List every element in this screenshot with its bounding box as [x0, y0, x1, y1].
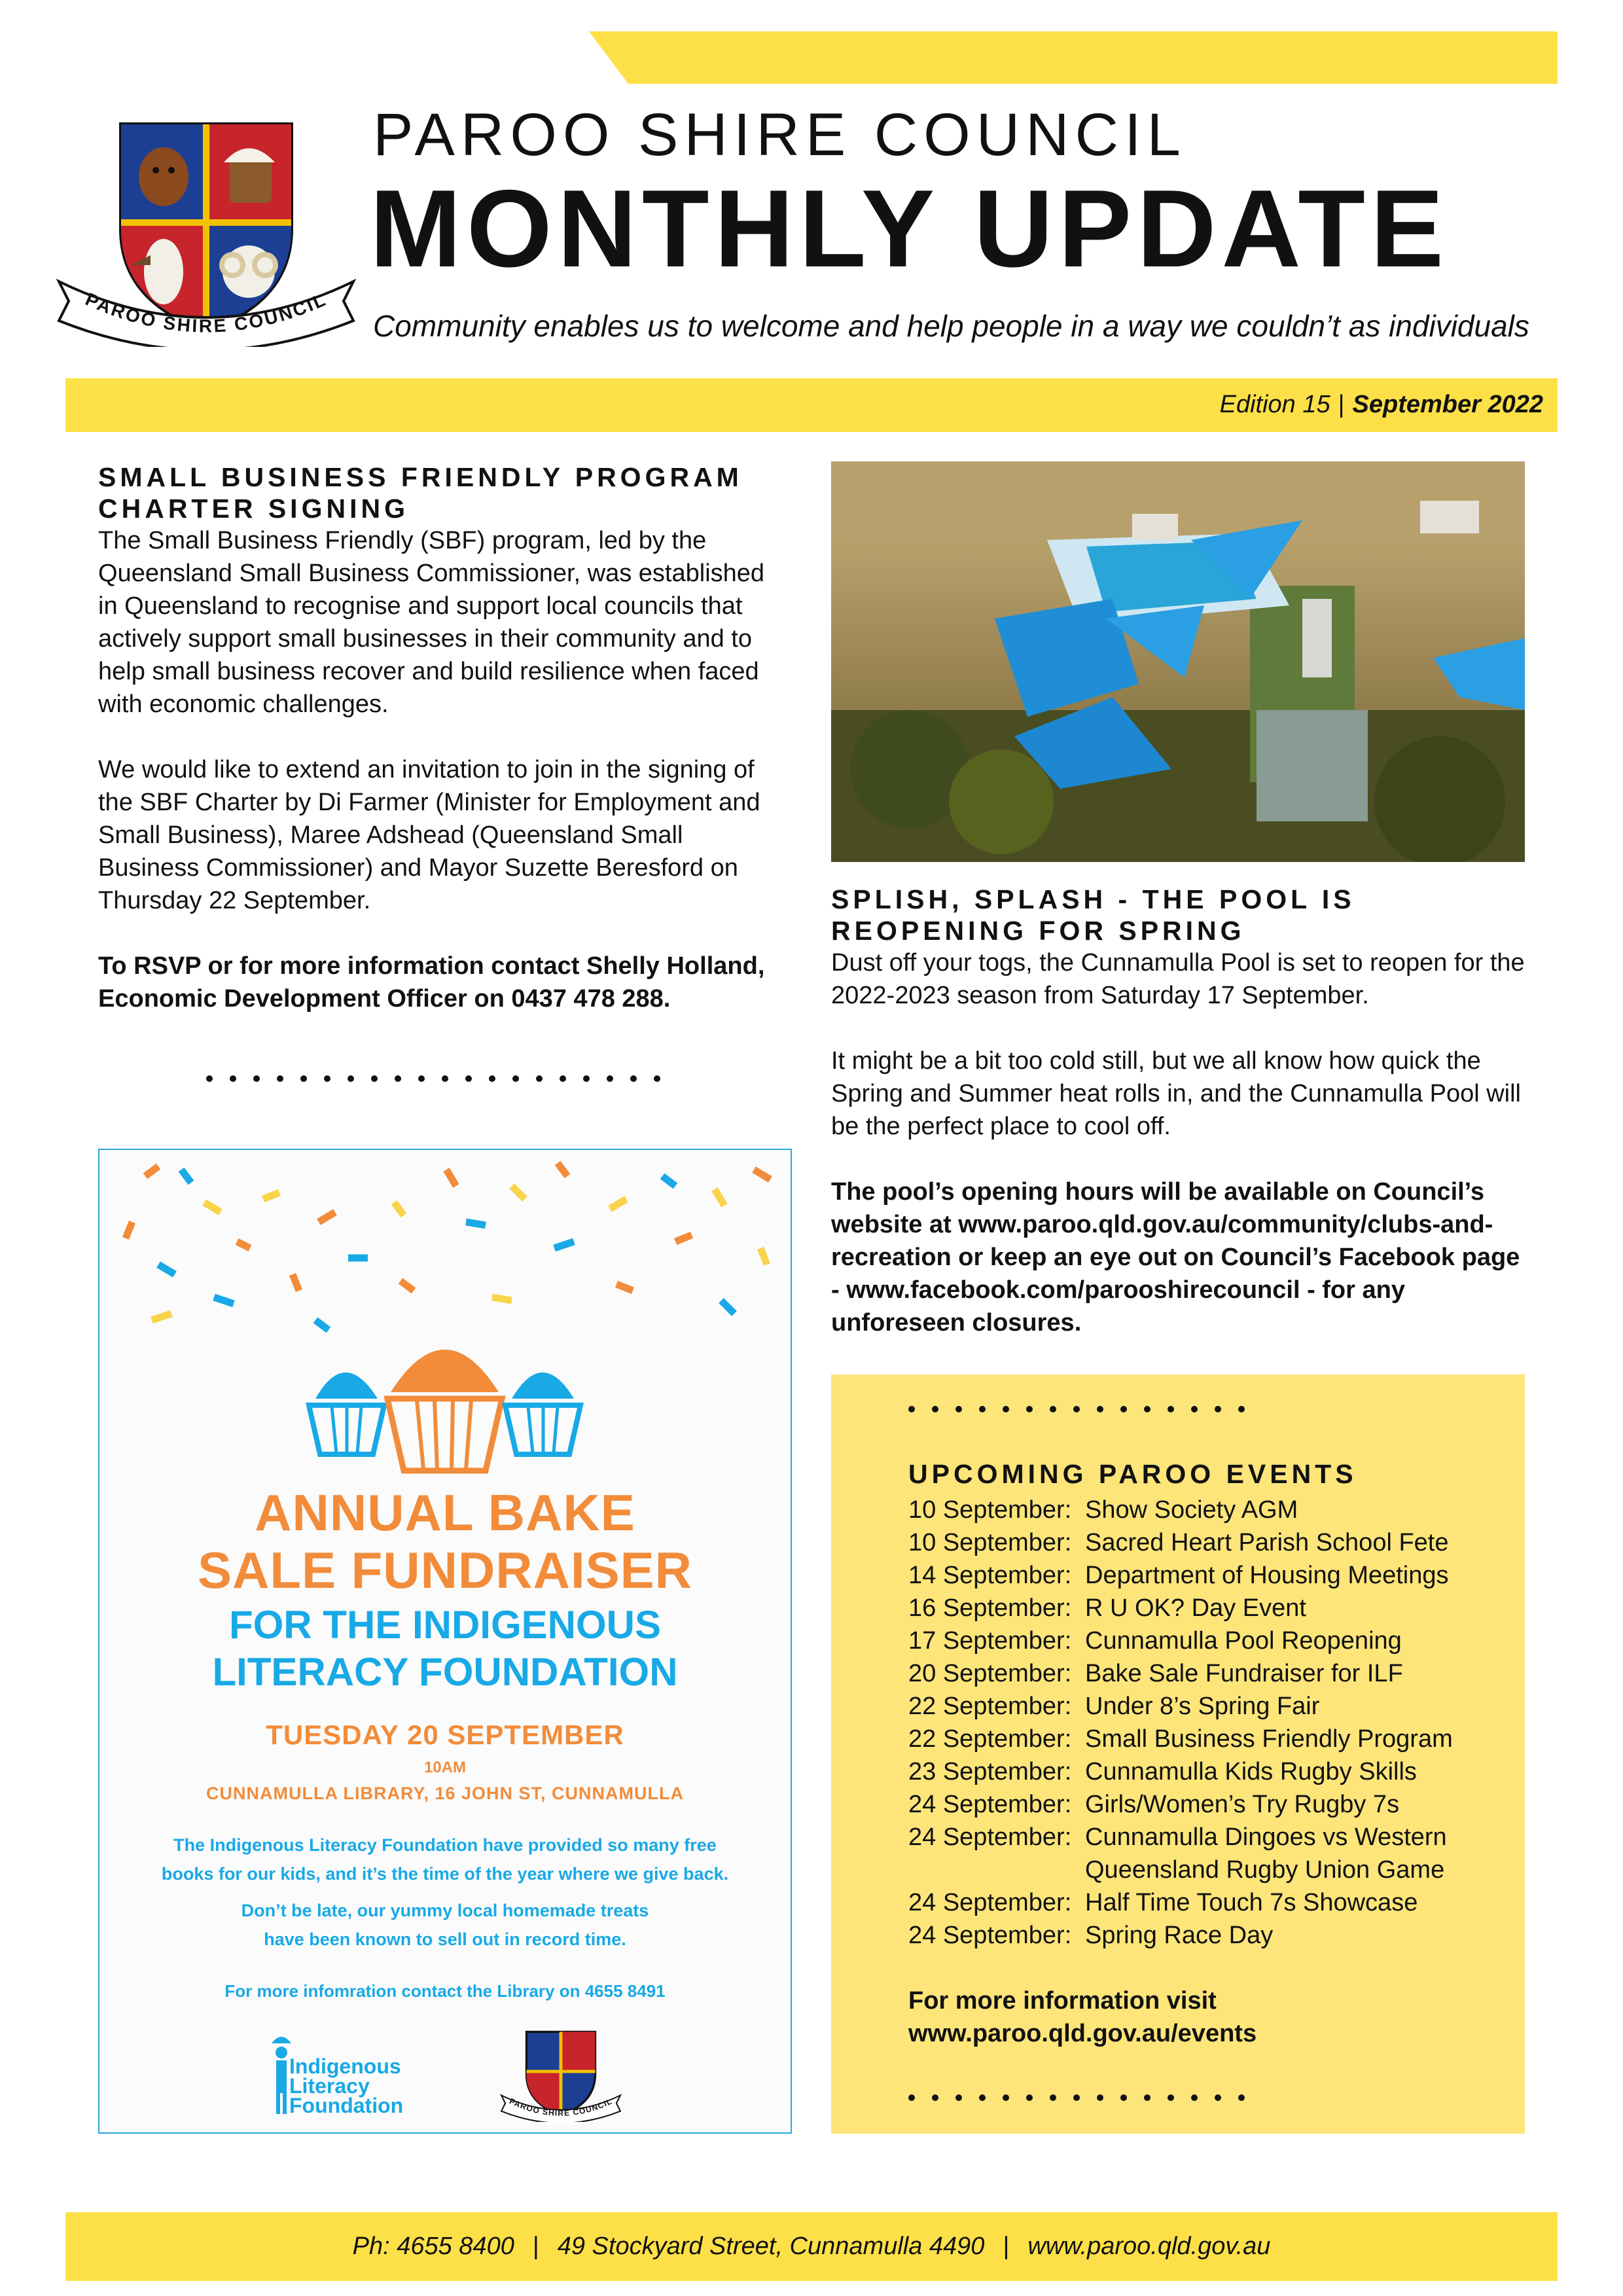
divider-dot: [1120, 2094, 1127, 2101]
footer-address: 49 Stockyard Street, Cunnamulla 4490: [557, 2233, 985, 2260]
event-name: Under 8’s Spring Fair: [1085, 1693, 1320, 1720]
divider-dot: [932, 2094, 938, 2101]
divider-dot: [324, 1075, 330, 1082]
event-item: [908, 1526, 1453, 1559]
event-date: 22 September:: [908, 1693, 1072, 1720]
events-heading: UPCOMING PAROO EVENTS: [908, 1459, 1357, 1489]
divider-dot: [1238, 2094, 1245, 2101]
event-name: Girls/Women’s Try Rugby 7s: [1085, 1791, 1400, 1818]
edition-info: Edition 15 | September 2022: [1219, 391, 1543, 418]
divider-dot: [395, 1075, 401, 1082]
event-date: 16 September:: [908, 1594, 1072, 1622]
poster-description-line: books for our kids, and it’s the time of the year where we give back.: [161, 1864, 729, 1884]
poster-title-line: SALE FUNDRAISER: [197, 1541, 693, 1599]
divider-dot: [908, 2094, 915, 2101]
divider-dot: [1191, 1406, 1198, 1412]
event-date: 23 September:: [908, 1758, 1072, 1785]
pool-heading: [831, 884, 1525, 946]
divider-dot: [1026, 1406, 1033, 1412]
sbf-heading-line: SMALL BUSINESS FRIENDLY PROGRAM: [98, 462, 743, 492]
divider-dot: [955, 2094, 962, 2101]
poster-description: [99, 1831, 791, 1888]
ilf-logo-line: Indigenous: [289, 2054, 401, 2078]
sbf-paragraph: We would like to extend an invitation to join in the signing of the SBF Charter by Di Farmer (Minister for Employment and Small Business), Maree Adshead (Queensland Small Business Commissioner) and Mayor Suzette Beresford on Thursday 22 September.: [98, 756, 760, 914]
edition-bar: [65, 378, 1558, 432]
event-item: [908, 1624, 1453, 1657]
divider-dot: [277, 1075, 283, 1082]
events-list: [908, 1494, 1453, 1952]
poster-title-line: ANNUAL BAKE: [255, 1484, 635, 1541]
events-more-line: For more information visit: [908, 1987, 1217, 2015]
poster-subtitle-line: LITERACY FOUNDATION: [212, 1650, 678, 1694]
pool-heading-line: REOPENING FOR SPRING: [831, 916, 1245, 946]
divider-dot: [1073, 1406, 1080, 1412]
poster-title: [99, 1484, 791, 1599]
event-item: [908, 1723, 1453, 1755]
event-name: Spring Race Day: [1085, 1922, 1274, 1949]
event-name: Department of Housing Meetings: [1085, 1562, 1449, 1589]
sbf-rsvp: To RSVP or for more information contact Shelly Holland, Economic Development Officer on 0437 478 288.: [98, 952, 765, 1013]
dotted-divider: [908, 1406, 1245, 1412]
event-item: [908, 1494, 1453, 1526]
event-date: 22 September:: [908, 1725, 1072, 1753]
confetti-decoration: [99, 1150, 791, 1477]
divider-dot: [348, 1075, 354, 1082]
divider-dot: [230, 1075, 236, 1082]
event-name: Small Business Friendly Program: [1085, 1725, 1453, 1753]
divider-dot: [1097, 1406, 1103, 1412]
sbf-heading-line: CHARTER SIGNING: [98, 493, 409, 524]
divider-dot: [1097, 2094, 1103, 2101]
sbf-paragraph: The Small Business Friendly (SBF) program, led by the Queensland Small Business Commissioner, was established in Queensland to recognise and support local councils that actively support small businesses in their community and to help small business recover and build resilience when faced with economic challenges.: [98, 527, 765, 718]
divider-dot: [583, 1075, 590, 1082]
poster-subtitle: [99, 1602, 791, 1696]
event-name: Cunnamulla Kids Rugby Skills: [1085, 1758, 1417, 1785]
sbf-article: [98, 461, 785, 1048]
divider-dot: [908, 1406, 915, 1412]
pool-hours: The pool’s opening hours will be available on Council’s website at www.paroo.qld.gov.au/community/clubs-and-recreation or keep an eye out on Council’s Facebook page - www.facebook.com/parooshirecouncil - for any unforeseen closures.: [831, 1178, 1520, 1336]
edition-number: Edition 15: [1219, 391, 1330, 418]
event-date: 14 September:: [908, 1562, 1072, 1589]
event-date: 10 September:: [908, 1496, 1072, 1524]
divider-dot: [1191, 2094, 1198, 2101]
dotted-divider: [908, 2094, 1245, 2101]
divider-dot: [371, 1075, 378, 1082]
poster-subtitle-line: FOR THE INDIGENOUS: [228, 1603, 662, 1647]
divider-dot: [512, 1075, 519, 1082]
poster-contact: For more infomration contact the Library on 4655 8491: [224, 1981, 666, 2001]
divider-dot: [607, 1075, 613, 1082]
divider-dot: [1168, 2094, 1174, 2101]
event-name-continued: Queensland Rugby Union Game: [1085, 1856, 1445, 1884]
event-item: [908, 1919, 1453, 1952]
event-name: R U OK? Day Event: [1085, 1594, 1306, 1622]
pool-paragraph: It might be a bit too cold still, but we all know how quick the Spring and Summer heat rolls in, and the Cunnamulla Pool will be the perfect place to cool off.: [831, 1047, 1521, 1140]
divider-dot: [536, 1075, 543, 1082]
divider-dot: [979, 1406, 986, 1412]
pool-aerial-photo: [831, 461, 1525, 862]
divider-dot: [465, 1075, 472, 1082]
divider-dot: [979, 2094, 986, 2101]
event-item: [908, 1886, 1453, 1919]
event-name: Half Time Touch 7s Showcase: [1085, 1889, 1418, 1916]
event-name: Sacred Heart Parish School Fete: [1085, 1529, 1449, 1556]
divider-dot: [1050, 2094, 1056, 2101]
divider-dot: [253, 1075, 260, 1082]
top-accent-bar: [589, 31, 1558, 84]
poster-time: 10AM: [423, 1759, 467, 1776]
divider-dot: [206, 1075, 213, 1082]
event-item: [908, 1657, 1453, 1690]
poster-venue: CUNNAMULLA LIBRARY, 16 JOHN ST, CUNNAMULLA: [206, 1784, 684, 1803]
council-crest-logo: [52, 105, 360, 347]
events-link[interactable]: www.paroo.qld.gov.au/events: [908, 2020, 1257, 2047]
cupcake-icon: [387, 1350, 502, 1471]
footer-website[interactable]: www.paroo.qld.gov.au: [1027, 2233, 1271, 2260]
event-date: 24 September:: [908, 1889, 1072, 1916]
divider-dot: [489, 1075, 495, 1082]
divider-dot: [1215, 1406, 1221, 1412]
divider-dot: [442, 1075, 448, 1082]
event-name: Cunnamulla Dingoes vs Western: [1085, 1823, 1447, 1851]
divider-dot: [1120, 1406, 1127, 1412]
divider-dot: [630, 1075, 637, 1082]
ilf-logo-text: [289, 2056, 403, 2115]
divider-dot: [1050, 1406, 1056, 1412]
event-item: [908, 1690, 1453, 1723]
poster-date: TUESDAY 20 SEPTEMBER: [266, 1719, 624, 1750]
tagline: Community enables us to welcome and help people in a way we couldn’t as individuals: [373, 309, 1529, 343]
footer-phone: Ph: 4655 8400: [352, 2233, 514, 2260]
cupcake-icon: [505, 1372, 580, 1454]
event-date: 24 September:: [908, 1791, 1072, 1818]
divider-dot: [1144, 1406, 1150, 1412]
pool-article: [831, 884, 1525, 1372]
divider-dot: [1003, 1406, 1009, 1412]
divider-dot: [654, 1075, 660, 1082]
divider-dot: [1215, 2094, 1221, 2101]
divider-dot: [1168, 1406, 1174, 1412]
crest-banner-text: PAROO SHIRE COUNCIL: [82, 289, 330, 336]
event-item: [908, 1821, 1453, 1854]
divider-dot: [1003, 2094, 1009, 2101]
event-item: [908, 1592, 1453, 1624]
divider-dot: [1026, 2094, 1033, 2101]
poster-reminder-line: Don’t be late, our yummy local homemade treats: [241, 1901, 649, 1920]
divider-dot: [955, 1406, 962, 1412]
dotted-divider: [206, 1075, 660, 1082]
event-name: Bake Sale Fundraiser for ILF: [1085, 1660, 1403, 1687]
footer-bar: [65, 2212, 1558, 2281]
sbf-heading: [98, 461, 785, 524]
pool-body: [831, 946, 1525, 1339]
divider-dot: [932, 1406, 938, 1412]
event-item: [908, 1788, 1453, 1821]
event-name: Show Society AGM: [1085, 1496, 1298, 1524]
poster-reminder-line: have been known to sell out in record time.: [264, 1929, 626, 1949]
poster-reminder: [99, 1896, 791, 1954]
event-date: 17 September:: [908, 1627, 1072, 1655]
divider-dot: [1073, 2094, 1080, 2101]
divider-dot: [300, 1075, 307, 1082]
newsletter-title: MONTHLY UPDATE: [370, 167, 1450, 290]
poster-council-crest-logo: [499, 2024, 623, 2122]
poster-description-line: The Indigenous Literacy Foundation have provided so many free: [173, 1835, 717, 1855]
council-name: PAROO SHIRE COUNCIL: [373, 101, 1186, 168]
sbf-body: [98, 524, 785, 1015]
event-date: 24 September:: [908, 1922, 1072, 1949]
pool-paragraph: Dust off your togs, the Cunnamulla Pool is set to reopen for the 2022-2023 season from Saturday 17 September.: [831, 949, 1525, 1009]
events-more-info: [908, 1984, 1257, 2050]
event-item: [908, 1755, 1453, 1788]
event-date: 20 September:: [908, 1660, 1072, 1687]
poster-crest-banner-text: PAROO SHIRE COUNCIL: [508, 2096, 614, 2118]
divider-dot: [418, 1075, 425, 1082]
bake-sale-poster: [98, 1149, 792, 2134]
events-box: [831, 1374, 1525, 2134]
ilf-logo-line: Foundation: [289, 2094, 404, 2117]
footer-contact: Ph: 4655 8400 | 49 Stockyard Street, Cunnamulla 4490 | www.paroo.qld.gov.au: [352, 2233, 1271, 2260]
edition-date: September 2022: [1352, 391, 1543, 418]
pool-heading-line: SPLISH, SPLASH - THE POOL IS: [831, 884, 1355, 914]
divider-dot: [1144, 2094, 1150, 2101]
event-date: 24 September:: [908, 1823, 1072, 1851]
divider-dot: [1238, 1406, 1245, 1412]
cupcake-icon: [309, 1372, 384, 1454]
event-item: [908, 1559, 1453, 1592]
event-name: Cunnamulla Pool Reopening: [1085, 1627, 1402, 1655]
ilf-logo-line: Literacy: [289, 2074, 370, 2098]
divider-dot: [560, 1075, 566, 1082]
event-date: 10 September:: [908, 1529, 1072, 1556]
